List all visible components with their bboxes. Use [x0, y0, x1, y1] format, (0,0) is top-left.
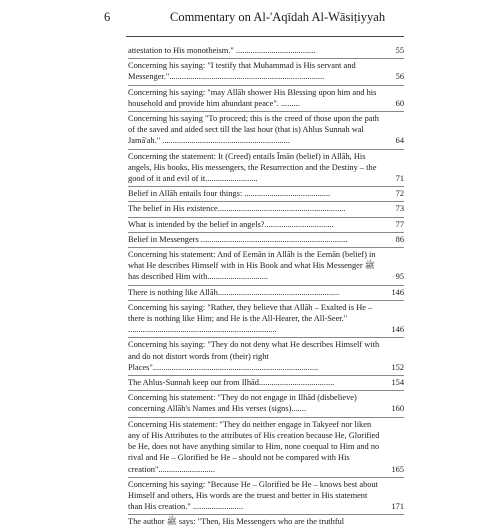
toc-entry: [128, 112, 404, 150]
toc-entry: [128, 233, 404, 248]
toc-entry-page: 152: [391, 362, 404, 372]
toc-entry-text: What is intended by the belief in angels?.................................: [128, 219, 334, 229]
toc-entry: [128, 44, 404, 59]
toc-entry-text: Concerning his saying: "Because He – Glorified be He – knows best about Himself and others, His words are the truest and better in His statement than His creation." ........................: [128, 479, 378, 512]
toc-entry: [128, 338, 404, 376]
toc-entry-page: 154: [391, 378, 404, 388]
toc-entry-text: The author ﷺ says: "Then, His Messengers who are the truthful: [128, 517, 345, 527]
toc-entry-text: Concerning the statement: It (Creed) entails Īmān (belief) in Allāh, His angels, His books, His messengers, the Resurrection and the Destiny – the good of it and evil of it.........................: [128, 151, 377, 184]
toc-entry-page: 146: [391, 287, 404, 297]
toc-entry: [128, 248, 404, 286]
toc-entry-page: 86: [395, 234, 404, 244]
toc-entry-page: 160: [391, 404, 404, 414]
toc-entry-text: Concerning his saying: "Rather, they believe that Allāh – Exalted is He – there is nothing like Him; and He is the All-Hearer, the All-Seer." .......................................................................: [128, 302, 373, 335]
toc-entry: [128, 187, 404, 202]
toc-entry-page: 64: [395, 136, 404, 146]
toc-entry-page: 95: [395, 272, 404, 282]
running-title: Commentary on Al-'Aqīdah Al-Wāsiṭiyyah: [170, 10, 386, 24]
page-header: [104, 10, 414, 26]
toc-entry-text: Belief in Messengers ......................................................................: [128, 234, 348, 244]
toc-entry: [128, 301, 404, 339]
toc-entry-text: Concerning his saying: "may Allāh shower His Blessing upon him and his household and provide him abundant peace". .........: [128, 87, 377, 108]
toc-entry-page: 146: [391, 325, 404, 335]
toc-entry-text: Concerning his statement: And of Eemān in Allāh is the Eemān (belief) in what He describes Himself with in His Book and what His Messenger ﷺ has described Him with.............................: [128, 250, 376, 282]
toc-entry-text: Concerning his saying: "They do not deny what He describes Himself with and do not distort words from (their) right Places"...............................................................................: [128, 340, 380, 372]
table-of-contents: [128, 44, 404, 530]
toc-entry-text: attestation to His monotheism." ......................................: [128, 46, 316, 55]
toc-entry-text: The belief in His existence.............................................................: [128, 204, 346, 214]
toc-entry: [128, 418, 404, 478]
toc-entry: [128, 202, 404, 217]
toc-entry-page: 171: [391, 502, 404, 512]
toc-entry-text: Concerning his statement: "They do not engage in Ilhād (disbelieve) concerning Allāh's Names and His verses (signs).......: [128, 393, 357, 414]
toc-entry-text: Concerning his saying: "I testify that Muhammad is His servant and Messenger."..........................................................................: [128, 61, 356, 82]
page-number: 6: [104, 10, 111, 24]
toc-entry-text: Belief in Allāh entails four things: .........................................: [128, 189, 331, 199]
toc-entry-text: There is nothing like Allāh..........................................................: [128, 287, 340, 297]
toc-entry: [128, 218, 404, 233]
toc-entry-page: 71: [395, 174, 404, 184]
toc-entry: [128, 150, 404, 188]
toc-entry-page: 60: [395, 98, 404, 108]
toc-entry-text: The Ahlus-Sunnah keep out from Ilhād....................................: [128, 378, 335, 388]
toc-entry: [128, 478, 404, 516]
toc-entry: [128, 86, 404, 112]
toc-entry-page: 165: [391, 464, 404, 474]
toc-entry-page: 55: [395, 46, 404, 55]
toc-entry-page: 56: [395, 72, 404, 82]
toc-entry: [128, 376, 404, 391]
toc-entry: [128, 515, 404, 529]
header-rule: [126, 36, 404, 37]
toc-entry: [128, 391, 404, 417]
toc-entry-page: 72: [395, 189, 404, 199]
toc-entry-text: Concerning His statement: "They do neither engage in Takyeef nor liken any of His Attributes to the attributes of His creation because He, Glorified be He, does not have anything similar to Him, none coequal to Him and no rival and He – Glorified be He – should not be compared with His creation"...........................: [128, 419, 380, 474]
toc-entry-page: 77: [395, 219, 404, 229]
toc-entry: [128, 59, 404, 85]
toc-entry: [128, 286, 404, 301]
toc-entry-page: 73: [395, 204, 404, 214]
toc-entry-text: Concerning his saying "To proceed; this is the creed of those upon the path of the saved and aided sect till the last hour (that is) Ahlus Sunnah wal Jamā'ah." .............................................................: [128, 114, 379, 146]
